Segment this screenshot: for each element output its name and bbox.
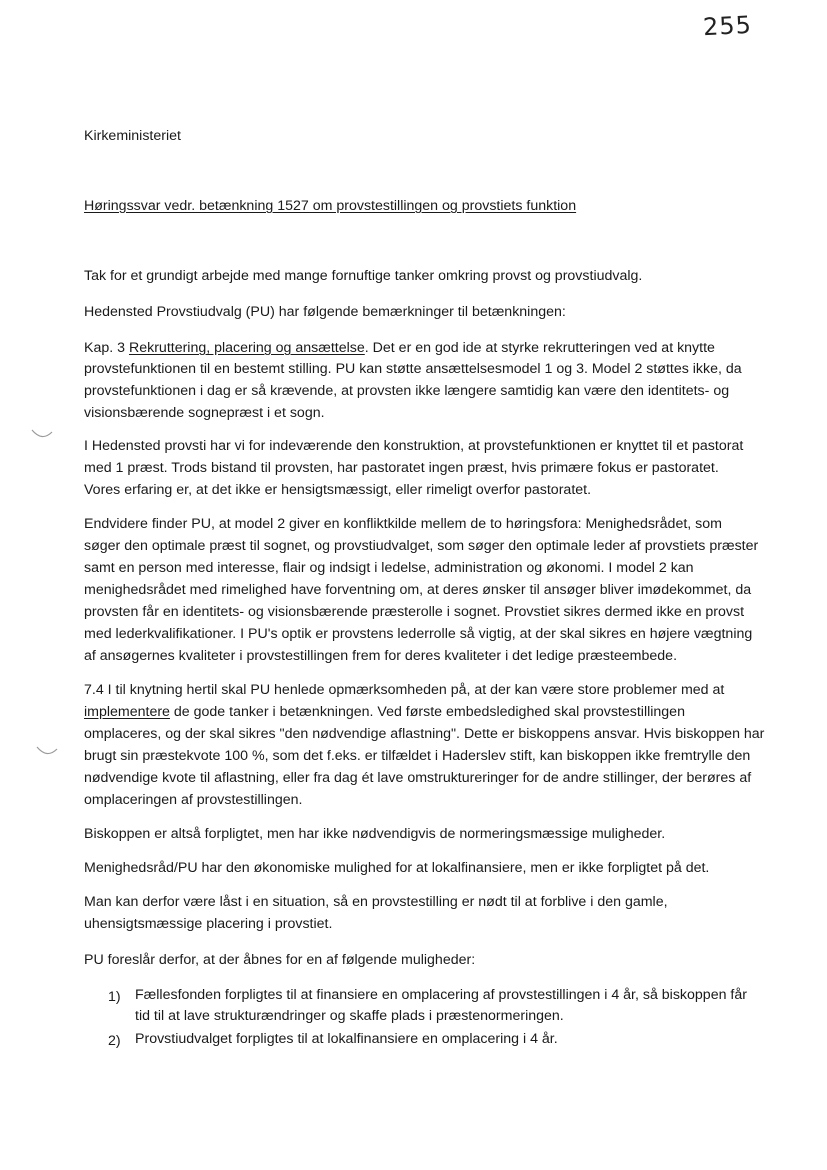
list-item-number: 1) bbox=[108, 989, 121, 1005]
text-span: de gode tanker i betænkningen. Ved første embedsledighed skal provstestillingen bbox=[169, 704, 685, 720]
handwritten-page-number: 255 bbox=[702, 10, 753, 42]
paragraph-line: provstefunktionen til en bestemt stilling. PU kan støtte ansættelsesmodel 1 og 3. Model 2 støttes ikke, da bbox=[84, 361, 742, 377]
list-item-number: 2) bbox=[108, 1033, 121, 1049]
paragraph-line: 7.4 I til knytning hertil skal PU henlede opmærksomheden på, at der kan være store problemer med at bbox=[84, 682, 725, 698]
underlined-text: implementere bbox=[84, 704, 170, 720]
paragraph-line: samt en person med interesse, flair og indsigt i ledelse, administration og økonomi. I model 2 kan bbox=[84, 560, 694, 576]
paragraph-line: søger den optimale præst til sognet, og provstiudvalget, som søger den optimale leder af provstiets præster bbox=[84, 538, 759, 554]
paragraph: Tak for et grundigt arbejde med mange fornuftige tanker omkring provst og provstiudvalg. bbox=[84, 268, 643, 284]
paragraph-line: omplaceres, og der skal sikres "den nødvendige aflastning". Dette er biskoppens ansvar. Hvis biskoppen har bbox=[84, 726, 765, 742]
paragraph-line: brugt sin præstekvote 100 %, som det f.eks. er tilfældet i Haderslev stift, kan biskoppen ikke fremtrylle den bbox=[84, 748, 751, 764]
paragraph: Hedensted Provstiudvalg (PU) har følgende bemærkninger til betænkningen: bbox=[84, 304, 566, 320]
paragraph: Menighedsråd/PU har den økonomiske mulighed for at lokalfinansiere, men er ikke forpligtet på det. bbox=[84, 860, 710, 876]
text-span: Kap. 3 bbox=[84, 340, 129, 356]
recipient: Kirkeministeriet bbox=[84, 128, 181, 144]
underlined-text: Rekruttering, placering og ansættelse bbox=[128, 340, 365, 356]
paragraph: PU foreslår derfor, at der åbnes for en af følgende muligheder: bbox=[84, 952, 476, 968]
paragraph-line: med 1 præst. Trods bistand til provsten, har pastoratet ingen præst, hvis primære fokus er pastoratet. bbox=[84, 460, 719, 476]
paragraph-line: af ansøgernes kvaliteter i provstestillingen frem for deres kvaliteter i det ledige præsteembede. bbox=[84, 648, 678, 664]
paragraph-line: med lederkvalifikationer. I PU's optik er provstens lederrolle så vigtig, at der skal sikres en højere vægtning bbox=[84, 626, 753, 642]
paragraph-line: provstefunktionen i dag er så krævende, at provsten ikke længere samtidig kan være den identitets- og bbox=[84, 383, 730, 399]
paragraph-line: visionsbærende sognepræst i et sogn. bbox=[84, 405, 325, 421]
punch-hole-mark bbox=[35, 745, 59, 759]
text-span: . Det er en god ide at styrke rekrutteringen ved at knytte bbox=[364, 340, 715, 356]
list-item-line: tid til at lave strukturændringer og skaffe plads i præstenormeringen. bbox=[135, 1008, 564, 1024]
paragraph-line: nødvendige kvote til aflastning, eller fra dag ét lave omstruktureringer for de andre stillinger, der berøres af bbox=[84, 770, 752, 786]
paragraph-line: menighedsrådet med rimelighed have forventning om, at deres ønsker til ansøger bliver imødekommet, da bbox=[84, 582, 752, 598]
paragraph-line: Man kan derfor være låst i en situation, så en provstestilling er nødt til at forblive i den gamle, bbox=[84, 894, 668, 910]
paragraph-line bbox=[84, 338, 715, 358]
paragraph-line: provsten får en identitets- og visionsbærende præsterolle i sognet. Provstiet sikres dermed ikke en provst bbox=[84, 604, 745, 620]
list-item-line: Fællesfonden forpligtes til at finansiere en omplacering af provstestillingen i 4 år, så biskoppen får bbox=[135, 987, 747, 1003]
paragraph-line: uhensigtsmæssige placering i provstiet. bbox=[84, 916, 333, 932]
paragraph-line: omplaceringen af provstestillingen. bbox=[84, 792, 303, 808]
punch-hole-mark bbox=[30, 428, 54, 442]
paragraph: Biskoppen er altså forpligtet, men har ikke nødvendigvis de normeringsmæssige muligheder. bbox=[84, 826, 666, 842]
paragraph-line: Vores erfaring er, at det ikke er hensigtsmæssigt, eller rimeligt overfor pastoratet. bbox=[84, 482, 592, 498]
paragraph-line: Endvidere finder PU, at model 2 giver en konfliktkilde mellem de to høringsfora: Menighedsrådet, som bbox=[84, 516, 722, 532]
paragraph-line bbox=[84, 702, 685, 722]
list-item-line: Provstiudvalget forpligtes til at lokalfinansiere en omplacering i 4 år. bbox=[135, 1031, 558, 1047]
subject-heading: Høringssvar vedr. betænkning 1527 om provstestillingen og provstiets funktion bbox=[84, 198, 577, 214]
paragraph-line: I Hedensted provsti har vi for indeværende den konstruktion, at provstefunktionen er knyttet til et pastorat bbox=[84, 438, 744, 454]
